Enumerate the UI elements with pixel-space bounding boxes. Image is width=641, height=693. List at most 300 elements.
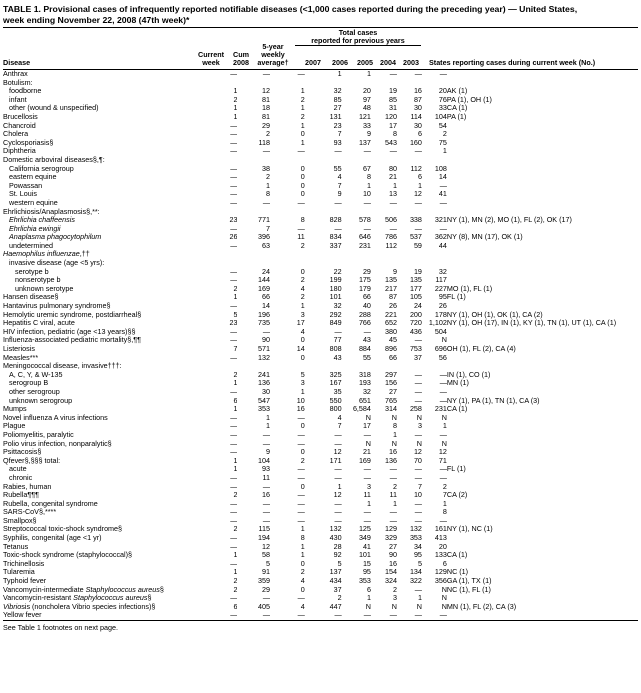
table-row	[3, 276, 638, 285]
current-week-cell: —	[230, 534, 238, 543]
total-2003-cell: N	[441, 439, 447, 448]
total-2006-cell: 1	[366, 181, 371, 190]
disease-name: Ehrlichiosis/Anaplasmosis§,**:	[3, 207, 100, 216]
five-year-avg-cell	[270, 79, 305, 88]
cum-2008-cell: 29	[262, 121, 271, 130]
header-year-2003: 2003	[403, 58, 419, 67]
total-2005-cell: 87	[388, 293, 397, 302]
total-2006-cell: 646	[358, 233, 371, 242]
table-row	[3, 319, 638, 328]
total-2003-cell: —	[439, 379, 447, 388]
disease-name: Streptococcal toxic-shock syndrome§	[3, 525, 123, 534]
five-year-avg-cell: 2	[300, 293, 305, 302]
current-week-cell	[216, 259, 238, 268]
total-2005-cell: 27	[388, 542, 397, 551]
disease-name: Powassan	[9, 181, 43, 190]
cum-2008-cell: —	[262, 611, 271, 620]
states-reporting-cell	[447, 431, 638, 440]
total-2006-cell: N	[365, 602, 371, 611]
table-row	[3, 603, 638, 612]
total-2006-cell: 40	[362, 302, 371, 311]
table-row	[3, 551, 638, 560]
total-2005-cell: 156	[384, 379, 397, 388]
header-cum-line2: 2008	[233, 58, 249, 67]
five-year-avg-cell: —	[297, 465, 305, 474]
states-reporting-cell: CA (2)	[446, 491, 468, 500]
total-2003-cell: 1,102	[428, 319, 447, 328]
five-year-avg-cell: 4	[300, 327, 305, 336]
disease-name: western equine	[9, 198, 58, 207]
total-2006-cell: 15	[362, 559, 371, 568]
cum-2008-cell: —	[262, 516, 271, 525]
total-2004-cell: 34	[413, 542, 422, 551]
five-year-avg-cell: —	[297, 413, 305, 422]
five-year-avg-cell: 1	[300, 551, 305, 560]
five-year-avg-cell: 1	[300, 302, 305, 311]
table-row	[3, 242, 638, 251]
total-2006-cell: 121	[358, 112, 371, 121]
total-2005-cell: 136	[384, 456, 397, 465]
five-year-avg-cell: 1	[300, 525, 305, 534]
total-2003-cell: 71	[438, 456, 447, 465]
disease-name: Ehrlichia chaffeensis	[9, 216, 75, 225]
disease-name: unknown serogroup	[9, 396, 73, 405]
total-2005-cell: 16	[388, 559, 397, 568]
current-week-cell: —	[230, 70, 238, 78]
cum-2008-cell: 90	[262, 336, 271, 345]
five-year-avg-cell: —	[297, 430, 305, 439]
five-year-avg-cell: 2	[300, 456, 305, 465]
total-2005-cell: 8	[392, 422, 397, 431]
total-2005-cell: 31	[388, 104, 397, 113]
total-2003-cell: —	[439, 473, 447, 482]
cum-2008-cell: 359	[258, 577, 271, 586]
total-2003-cell: 54	[438, 121, 447, 130]
total-2004-cell: 24	[413, 302, 422, 311]
five-year-avg-cell: 3	[300, 379, 305, 388]
current-week-cell: —	[230, 190, 238, 199]
total-2005-cell: 26	[388, 302, 397, 311]
current-week-cell: 26	[229, 233, 238, 242]
disease-name: acute	[9, 465, 27, 474]
total-2004-cell: 200	[409, 310, 422, 319]
total-2003-cell: 696	[434, 345, 447, 353]
title-line-1: TABLE 1. Provisional cases of infrequently reported notifiable diseases (<1,000 cases reported during the preceding year) — United States,	[3, 4, 578, 14]
disease-name: Tularemia	[3, 568, 35, 577]
total-2004-cell: —	[414, 516, 422, 525]
total-2005-cell: —	[389, 508, 397, 517]
disease-name: Anaplasma phagocytophilum	[9, 233, 102, 242]
total-2004-cell: —	[414, 370, 422, 379]
five-year-avg-cell: 1	[300, 104, 305, 113]
states-reporting-cell: PA (1), OH (1)	[446, 95, 492, 104]
five-year-avg-cell: —	[297, 198, 305, 207]
total-2005-cell	[371, 250, 397, 259]
total-2005-cell: 314	[384, 405, 397, 414]
disease-name: Polio virus infection, nonparalytic§	[3, 439, 112, 448]
total-2004-cell: 720	[409, 319, 422, 328]
current-week-cell: —	[230, 267, 238, 276]
five-year-avg-cell: —	[297, 516, 305, 525]
total-2004-cell	[397, 156, 422, 165]
total-2006-cell: 193	[358, 379, 371, 388]
cum-2008-cell: 144	[258, 276, 271, 285]
states-reporting-cell	[447, 79, 638, 88]
total-2006-cell: 97	[362, 95, 371, 104]
total-2003-cell: 26	[438, 302, 447, 311]
total-2004-cell: 87	[413, 95, 422, 104]
header-cum-line1: Cum	[233, 50, 249, 59]
cum-2008-cell: 735	[258, 319, 271, 328]
current-week-cell: 7	[233, 345, 238, 353]
table-row	[3, 534, 638, 543]
total-2007-cell: 37	[333, 585, 342, 594]
total-2005-cell: 19	[388, 87, 397, 96]
total-2007-cell: 5	[337, 559, 342, 568]
cum-2008-cell: —	[262, 198, 271, 207]
total-2007-cell: 132	[329, 525, 342, 534]
current-week-cell: 5	[233, 310, 238, 319]
states-reporting-cell	[447, 139, 638, 148]
table-row	[3, 156, 638, 165]
total-2007-cell	[305, 156, 342, 165]
total-2004-cell: 6	[417, 173, 422, 182]
states-reporting-cell: MO (1), FL (1)	[446, 284, 493, 293]
states-reporting-cell	[447, 156, 638, 165]
cum-2008-cell: 63	[262, 241, 271, 250]
current-week-cell: —	[230, 439, 238, 448]
disease-name: Vibriosis (noncholera Vibrio species infections)§	[3, 602, 156, 611]
disease-name: Qfever§,§§§ total:	[3, 456, 61, 465]
total-2004-cell: —	[414, 508, 422, 517]
total-2003-cell	[422, 79, 447, 88]
total-2003-cell: 504	[434, 327, 447, 336]
total-2003-cell: 2	[442, 482, 447, 491]
total-2003-cell: 356	[434, 577, 447, 586]
cum-2008-cell: 14	[262, 302, 271, 311]
total-2007-cell: 93	[333, 138, 342, 147]
table-row	[3, 79, 638, 88]
total-2003-cell: —	[439, 430, 447, 439]
total-2006-cell	[342, 79, 371, 88]
total-2007-cell	[305, 208, 342, 217]
states-reporting-cell: NY (8), MN (17), OK (1)	[446, 233, 523, 242]
cum-2008-cell: 104	[258, 456, 271, 465]
table-row	[3, 414, 638, 423]
cum-2008-cell: 30	[262, 387, 271, 396]
five-year-avg-cell	[270, 259, 305, 268]
current-week-cell: 2	[233, 585, 238, 594]
states-reporting-cell: NY (1), NC (1)	[446, 525, 493, 534]
current-week-cell: —	[230, 147, 238, 156]
total-2003-cell: 56	[438, 353, 447, 362]
states-reporting-cell	[447, 508, 638, 517]
total-2006-cell	[342, 259, 371, 268]
total-2005-cell	[371, 259, 397, 268]
total-2007-cell: 7	[337, 181, 342, 190]
total-2006-cell: 231	[358, 241, 371, 250]
table-row	[3, 500, 638, 509]
header-year-2005: 2005	[357, 58, 373, 67]
total-2005-cell: 85	[388, 95, 397, 104]
current-week-cell: 1	[233, 379, 238, 388]
table-row	[3, 328, 638, 337]
five-year-avg-cell: 0	[300, 130, 305, 139]
current-week-cell: 1	[233, 87, 238, 96]
table-header	[3, 27, 638, 70]
disease-name: Psittacosis§	[3, 448, 42, 457]
total-2003-cell: 178	[434, 310, 447, 319]
total-2006-cell	[342, 362, 371, 371]
total-2006-cell: 29	[362, 267, 371, 276]
current-week-cell: —	[230, 482, 238, 491]
total-2005-cell: 1	[392, 430, 397, 439]
five-year-avg-cell: 14	[296, 345, 305, 353]
current-week-cell: 2	[233, 284, 238, 293]
cum-2008-cell	[237, 259, 270, 268]
total-2006-cell: 101	[358, 551, 371, 560]
total-2003-cell	[422, 250, 447, 259]
current-week-cell: 1	[233, 293, 238, 302]
total-2005-cell: 380	[384, 327, 397, 336]
total-2004-cell: —	[414, 611, 422, 620]
total-2005-cell: 90	[388, 551, 397, 560]
total-2004-cell: 353	[409, 534, 422, 543]
total-2006-cell: 288	[358, 310, 371, 319]
total-2007-cell: 430	[329, 534, 342, 543]
total-2004-cell	[397, 250, 422, 259]
table-row	[3, 147, 638, 156]
total-2006-cell: 1	[366, 499, 371, 508]
cum-2008-cell: 5	[266, 559, 271, 568]
states-reporting-cell	[447, 474, 638, 483]
disease-name: Hepatitis C viral, acute	[3, 319, 75, 328]
disease-name: Listeriosis	[3, 345, 35, 353]
total-2003-cell: 7	[442, 491, 447, 500]
cum-2008-cell: 11	[262, 473, 271, 482]
states-reporting-cell: PA (1)	[446, 112, 467, 121]
total-2005-cell: —	[389, 224, 397, 233]
total-2004-cell: 135	[409, 276, 422, 285]
total-2007-cell	[305, 259, 342, 268]
total-2005-cell: 16	[388, 448, 397, 457]
states-reporting-cell: CA (1)	[446, 405, 468, 414]
total-2006-cell	[342, 250, 371, 259]
total-2006-cell: 41	[362, 542, 371, 551]
total-2005-cell: 324	[384, 577, 397, 586]
table-row	[3, 560, 638, 569]
disease-name: Smallpox§	[3, 516, 37, 525]
five-year-avg-cell: 4	[300, 577, 305, 586]
disease-name: Typhoid fever	[3, 577, 47, 586]
total-2007-cell: 167	[329, 379, 342, 388]
states-reporting-cell	[447, 354, 638, 363]
total-2007-cell: 28	[333, 542, 342, 551]
five-year-avg-cell: 1	[300, 87, 305, 96]
total-2003-cell: N	[441, 413, 447, 422]
states-reporting-cell	[447, 328, 638, 337]
total-2003-cell: —	[439, 198, 447, 207]
five-year-avg-cell	[270, 362, 305, 371]
total-2005-cell: 45	[388, 336, 397, 345]
disease-name: Novel influenza A virus infections	[3, 413, 108, 422]
total-2005-cell	[371, 156, 397, 165]
five-year-avg-cell: 0	[300, 190, 305, 199]
total-2004-cell: 1	[417, 594, 422, 603]
total-2007-cell: 137	[329, 568, 342, 577]
header-total-rule	[295, 45, 421, 46]
cum-2008-cell: —	[262, 439, 271, 448]
total-2004-cell	[397, 362, 422, 371]
total-2003-cell: 20	[438, 542, 447, 551]
cum-2008-cell: 571	[258, 345, 271, 353]
total-2007-cell: 325	[329, 370, 342, 379]
disease-name: Cyclosporiasis§	[3, 138, 54, 147]
total-2004-cell: 1	[417, 181, 422, 190]
current-week-cell: 23	[229, 319, 238, 328]
total-2005-cell: 217	[384, 284, 397, 293]
total-2005-cell: 129	[384, 525, 397, 534]
total-2003-cell: 95	[438, 293, 447, 302]
disease-name: Yellow fever	[3, 611, 42, 620]
disease-name: undetermined	[9, 241, 53, 250]
total-2005-cell: 112	[385, 241, 397, 250]
total-2004-cell: 59	[413, 241, 422, 250]
five-year-avg-cell: 2	[300, 95, 305, 104]
current-week-cell: —	[230, 241, 238, 250]
total-2005-cell: 329	[384, 534, 397, 543]
total-2005-cell: 1	[392, 499, 397, 508]
five-year-avg-cell: —	[297, 611, 305, 620]
total-2006-cell: 175	[358, 276, 371, 285]
total-2007-cell: 447	[329, 602, 342, 611]
disease-name: Influenza-associated pediatric mortality§,¶¶	[3, 336, 141, 345]
states-reporting-cell: NC (1)	[446, 568, 469, 577]
table-row	[3, 208, 638, 217]
total-2007-cell: 7	[337, 130, 342, 139]
cum-2008-cell: 1	[266, 413, 271, 422]
total-2004-cell: 134	[409, 568, 422, 577]
total-2004-cell: 338	[409, 216, 422, 225]
total-2003-cell: 129	[434, 568, 447, 577]
table-row	[3, 130, 638, 139]
disease-name: Haemophilus influenzae,††	[3, 250, 90, 259]
table-row	[3, 96, 638, 105]
states-reporting-cell	[447, 517, 638, 526]
total-2006-cell: 353	[358, 577, 371, 586]
total-2007-cell: 7	[337, 422, 342, 431]
total-2004-cell: N	[416, 602, 422, 611]
disease-name: Anthrax	[3, 70, 28, 78]
total-2004-cell: —	[414, 465, 422, 474]
states-reporting-cell	[447, 182, 638, 191]
cum-2008-cell: 2	[266, 173, 271, 182]
total-2007-cell: —	[334, 508, 342, 517]
total-2003-cell: 321	[434, 216, 447, 225]
header-year-2007: 2007	[305, 58, 321, 67]
table-row	[3, 422, 638, 431]
current-week-cell	[216, 208, 238, 217]
cum-2008-cell: 353	[258, 405, 271, 414]
five-year-avg-cell: 5	[300, 370, 305, 379]
total-2007-cell: 171	[329, 456, 342, 465]
table-row	[3, 405, 638, 414]
states-reporting-cell: AK (1)	[446, 87, 468, 96]
table-row	[3, 336, 638, 345]
total-2005-cell: —	[389, 198, 397, 207]
total-2007-cell: 292	[329, 310, 342, 319]
total-2007-cell: —	[334, 611, 342, 620]
total-2005-cell: 2	[392, 585, 397, 594]
states-reporting-cell	[447, 362, 638, 371]
total-2004-cell: 753	[409, 345, 422, 353]
disease-name: unknown serotype	[15, 284, 74, 293]
total-2004-cell: 6	[417, 130, 422, 139]
five-year-avg-cell: —	[297, 473, 305, 482]
table-row	[3, 311, 638, 320]
cum-2008-cell: 241	[258, 370, 271, 379]
states-reporting-cell	[447, 242, 638, 251]
total-2005-cell: 896	[384, 345, 397, 353]
table-row	[3, 225, 638, 234]
states-reporting-cell	[447, 422, 638, 431]
total-2006-cell: 33	[362, 121, 371, 130]
five-year-avg-cell: —	[297, 70, 305, 78]
five-year-avg-cell: 2	[300, 568, 305, 577]
cum-2008-cell: 405	[258, 602, 271, 611]
table-row	[3, 491, 638, 500]
header-fiveyr-line2: weekly	[261, 50, 285, 59]
total-2007-cell: 1	[337, 70, 342, 78]
five-year-avg-cell: 0	[300, 164, 305, 173]
states-reporting-cell: IN (1), CO (1)	[446, 370, 491, 379]
total-2003-cell: 6	[442, 559, 447, 568]
total-2004-cell: —	[414, 379, 422, 388]
total-2004-cell: 258	[409, 405, 422, 414]
total-2005-cell: 17	[388, 121, 397, 130]
table-row	[3, 440, 638, 449]
total-2003-cell: N	[441, 602, 447, 611]
total-2003-cell: 133	[434, 551, 447, 560]
disease-name: Hansen disease§	[3, 293, 59, 302]
total-2006-cell: 1	[366, 594, 371, 603]
title-line-2: week ending November 22, 2008 (47th week)*	[3, 14, 190, 25]
total-2005-cell: 80	[388, 164, 397, 173]
states-reporting-cell	[447, 302, 638, 311]
table-row	[3, 268, 638, 277]
total-2006-cell: 17	[362, 422, 371, 431]
cum-2008-cell: —	[262, 499, 271, 508]
total-2007-cell: 828	[329, 216, 342, 225]
total-2003-cell: 1	[442, 147, 447, 156]
disease-name: California serogroup	[9, 164, 74, 173]
current-week-cell: —	[230, 559, 238, 568]
total-2005-cell: 2	[392, 482, 397, 491]
total-2006-cell: —	[363, 198, 371, 207]
cum-2008-cell: 396	[258, 233, 271, 242]
five-year-avg-cell: 2	[300, 241, 305, 250]
total-2006-cell: 95	[362, 568, 371, 577]
disease-name: invasive disease (age <5 yrs):	[9, 259, 105, 268]
disease-name: Diphtheria	[3, 147, 36, 156]
disease-table	[3, 70, 638, 621]
total-2006-cell: 3	[366, 482, 371, 491]
disease-name: Poliomyelitis, paralytic	[3, 430, 74, 439]
cum-2008-cell: 24	[262, 267, 271, 276]
states-reporting-cell	[447, 268, 638, 277]
cum-2008-cell: —	[262, 70, 271, 78]
table-row	[3, 354, 638, 363]
